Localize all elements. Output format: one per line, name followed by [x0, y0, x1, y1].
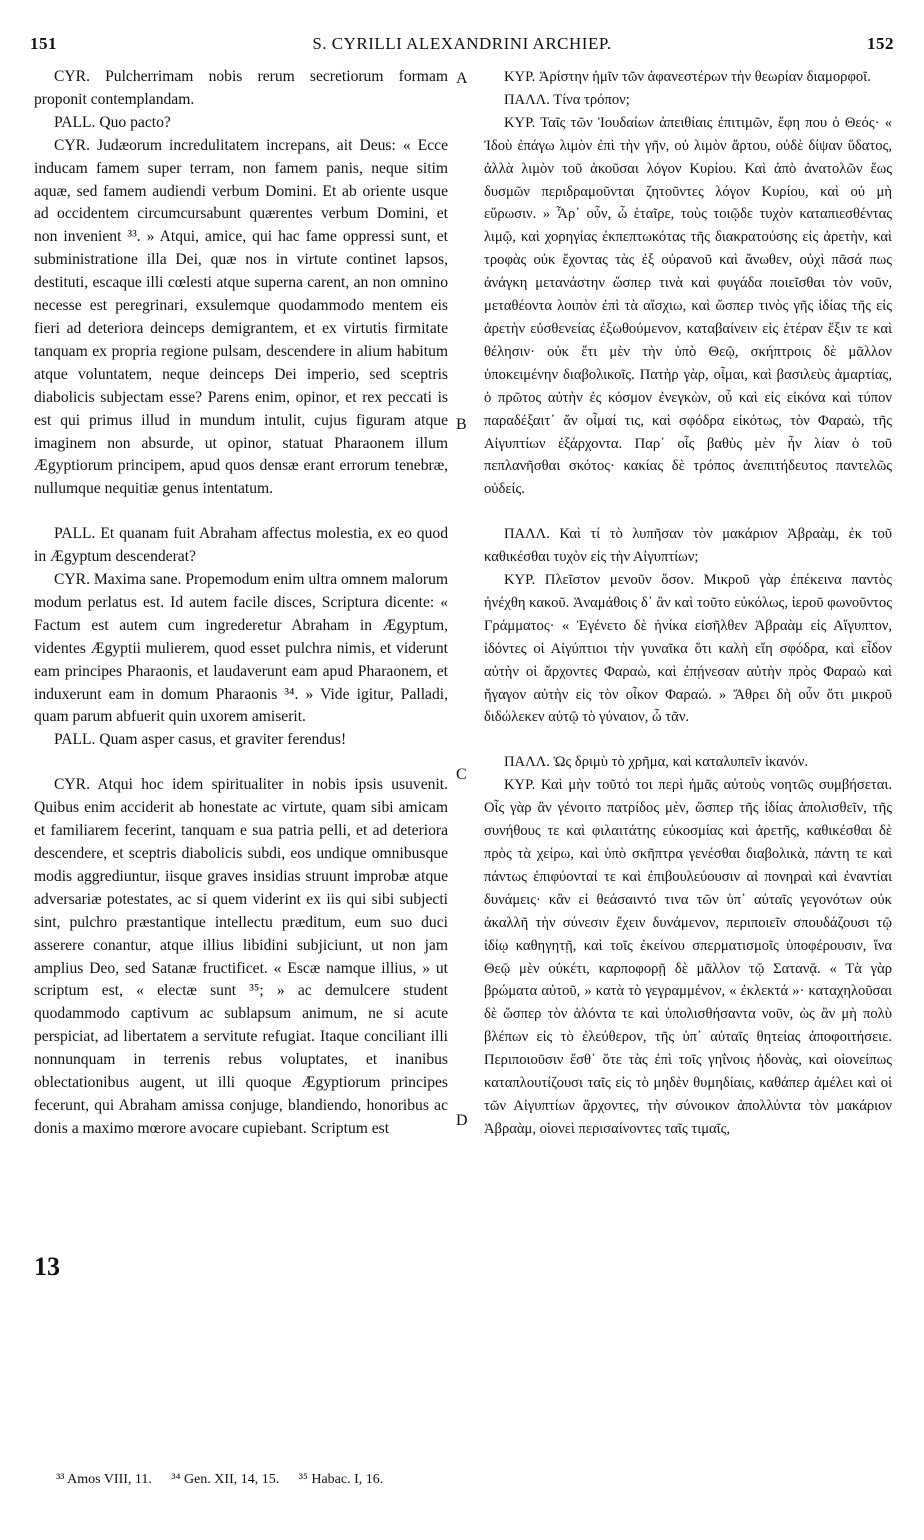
greek-column [484, 66, 892, 1141]
greek-paragraph: ΠΑΛΛ. Καὶ τί τὸ λυπῆσαν τὸν μακάριον Ἀβραὰμ, ἐκ τοῦ καθικέσθαι τυχὸν εἰς τὴν Αἰγυπτίων; [484, 526, 892, 566]
footnote: ³⁵ Habac. I, 16. [298, 1472, 384, 1487]
running-title: S. CYRILLI ALEXANDRINI ARCHIEP. [312, 34, 612, 53]
greek-paragraph: ΚΥΡ. Ταῖς τῶν Ἰουδαίων ἀπειθίαις ἐπιτιμῶν, ἔφη που ὁ Θεός· « Ἰδοὺ ἐπάγω λιμὸν ἐπὶ τὴν γῆν, οὐ λιμὸν ἄρτου, οὐδὲ δίψαν ὕδατος, ἀλλὰ λιμὸν τοῦ ἀκοῦσαι λόγον Κυρίου. Καὶ ἀπὸ ἀνατολῶν ἕως δυσμῶν περιδραμοῦνται ζητοῦντες λόγον Κυρίου, καὶ οὐ μὴ εὕρωσιν. » Ἆρ᾽ οὖν, ὦ ἑταῖρε, τοὺς τοιῷδε τυχὸν καταπιεσθέντας λιμῷ, καὶ χορηγίας ἐκπεπτωκότας τῆς διακρατούσης εἰς ἀρετὴν, καὶ τροφὰς οὐκ ἔχοντας τὰς ἐξ οὐρανοῦ καὶ ἄνωθεν, οὐχὶ πᾶσά πως ἀνάγκη μετανάστην ὥσπερ τινὰ καὶ φυγάδα ποιεῖσθαι τὸν νοῦν, μεταθέοντα λοιπὸν ἐπὶ τὰ αἴσχιω, καὶ ὥσπερ τινὸς γῆς ἰδίας τῆς εἰς ἀρετὴν εὐσθενείας ἐξωθούμενον, καταβαίνειν εἰς ἑτέραν ἕξιν τε καὶ θέλησιν· οὐκ ἔτι μὲν τὴν ὑπὸ Θεῷ, σκήπτροις δὲ μᾶλλον ὑποκειμένην διαβολικοῖς. Πατὴρ γὰρ, οἶμαι, καὶ βασιλεὺς ἁμαρτίας, ὁ πρῶτος αὐτὴν ἐς κόσμον ἐνεγκὼν, οὗ καὶ εἰς εἰκόνα καὶ τύπον παραδέξαιτ᾽ ἄν οἶμαί τις, καὶ σφόδρα εἰκότως, τὸν Φαραὼ, τῆς Αἰγυπτίων ἐξάρχοντα. Παρ᾽ οἷς βαθὺς μὲν ἦν λίαν ὁ τοῦ πεπλανῆσθαι σκότος· κακίας δὲ τρόπος ἀνεπιτήδευτος παντελῶς οὐδείς. [484, 114, 892, 498]
page-number-right: 152 [867, 34, 894, 53]
latin-paragraph: CYR. Maxima sane. Propemodum enim ultra omnem malorum modum perlatus est. Id autem facile disces, Scriptura dicente: « Factum est autem cum ingrederetur Abraham in Ægyptum, videntes Ægyptii mulierem, quod esset pulchra nimis, et viderunt eam principes Pharaonis, et laudaverunt eam apud Pharaonem, et induxerunt eam in domum Pharaonis ³⁴. » Vide igitur, Palladi, quam parum abfuerit quin uxorem amiserit. [34, 571, 448, 726]
latin-column [34, 66, 448, 1141]
footnote: ³⁴ Gen. XII, 14, 15. [171, 1472, 280, 1487]
latin-paragraph: PALL. Et quanam fuit Abraham affectus molestia, ex eo quod in Ægyptum descenderat? [34, 525, 448, 566]
latin-paragraph: CYR. Judæorum incredulitatem increpans, ait Deus: « Ecce inducam famem super terram, non famem panis, neque sitim aquæ, sed famem audiendi verbum Domini. Et ab oriente usque ad occidentem circumcursabunt quærentes verbum Domini, et non invenient ³³. » Atqui, amice, qui hac fame oppressi sunt, et subministratione illa Dei, quæ nos in virtute continet lapsos, destituti, escaque illi cœlesti atque superna carent, an non omnino necesse est peregrinari, exsulemque quodammodo mentem eis fieri ad deteriora deinceps demigrantem, et ex virtutis firmitate tanquam ex propria regione pulsam, descendere in alium habitum atque voluntatem, neque deinceps Dei imperio, sed sceptris diabolicis subjectam esse? Parens enim, opinor, et rex peccati is est qui primus illud in mundum intulit, cujus figuram atque imaginem non absurde, ut opinor, statuat Pharaonem illum Ægyptiorum principem, apud quos densæ erant errorum tenebræ, nullumque nequitiæ genus intentatum. [34, 136, 448, 498]
margin-marker-d: D [456, 1112, 468, 1129]
greek-paragraph: ΚΥΡ. Καὶ μὴν τοῦτό τοι περὶ ἡμᾶς αὐτοὺς νοητῶς συμβήσεται. Οἷς γὰρ ἂν γένοιτο πατρίδος μὲν, ὥσπερ τῆς ἰδίας ἀπολισθεῖν, τῆς συνήθους τε καὶ φιλαιτάτης εὐκοσμίας καὶ ἀρετῆς, καθικέσθαι δὲ πρὸς τὰ χείρω, καὶ ὑπὸ σκῆπτρα γενέσθαι διαβολικὰ, πάντη τε καὶ πάντως ἐπιφύονταί τε καὶ ἐπιβουλεύουσιν αἱ πονηραὶ καὶ ἐναντίαι δυνάμεις· κἂν εἰ θεάσαιντό τινα τῶν ὑπ᾽ αὐταῖς γεγονότων οὐκ ἀκαλλῆ τὴν σύνεσιν ἔχειν δυνάμενον, περιποιεῖν σπουδάζουσι τῷ ἰδίῳ καθηγητῇ, καὶ τοῖς ἐκείνου σπερματισμοῖς ὑποφέρουσιν, ἵνα Θεῷ μὲν οὐκέτι, καρποφορῇ δὲ μᾶλλον τῷ Σατανᾷ. « Τὰ γὰρ βρώματα αὐτοῦ, » κατὰ τὸ γεγραμμένον, « ἐκλεκτά »· καταχηλοῦσαι δὲ ὥσπερ τὸν ἁλόντα τε καὶ ὑπολισθήσαντα νοῦν, ὡς ἂν μὴ πολὺ βλέπων εἰς τὸ ἐλεύθερον, τῆς ὑπ᾽ αὐταῖς θητείας ἀποφοιτήσειε. Περιποιοῦσιν ἔσθ᾽ ὅτε τὰς ἐπὶ τοῖς γηΐνοις ἡδονὰς, καὶ οἱονείπως καταπλουτίζουσι ταῖς εἰς τὸ μηδὲν θυμηδίαις, καθάπερ ἀμέλει καὶ οἱ τῶν Αἰγυπτίων ἄρχοντες, τὴν σύνοικον ἀπολλύντα τὸν μακάριον Ἀβραὰμ, οἱονεὶ περισαίνοντες ταῖς τιμαῖς, [484, 777, 892, 1137]
footnotes [56, 1472, 399, 1488]
greek-paragraph: ΠΑΛΛ. Τίνα τρόπον; [504, 91, 630, 108]
latin-paragraph: CYR. Atqui hoc idem spiritualiter in nobis ipsis usuvenit. Quibus enim acciderit ab honestate ac virtute, quam sibi amicam et familiarem fecerint, tanquam e sua patria pelli, et ad deteriora descendere, et sceptris diabolicis subdi, eos undique omnibusque modis aggrediuntur, iisque graves insidias struunt improbæ atque adversariæ potestates, ac si quem viderint ex iis qui sibi subjecti sint, pulchro præstantique intellectu præditum, eum suo duci asserere conantur, atque illius libidini subjiciunt, ut non jam amplius Deo, sed Satanæ fructificet. « Escæ namque illius, » ut scriptum est, « electæ sunt ³⁵; » ac demulcere student quodammodo captivum ac sublapsum animum, ne si acute perspiciat, ad libertatem a servitute refugiat. Itaque conciliant illi nonnunquam in terrenis rebus voluptates, et inanibus oblectationibus augent, ut illi quoque Ægyptiorum principes fecerunt, qui Abraham amissa conjuge, blandiendo, honoribus ac donis a maximo mœrore avocare cupiebant. Scriptum est [34, 776, 448, 1137]
margin-marker-a: A [456, 70, 468, 87]
page-header [30, 34, 894, 62]
latin-paragraph: PALL. Quam asper casus, et graviter ferendus! [54, 731, 347, 749]
margin-marker-b: B [456, 416, 467, 433]
greek-paragraph: ΠΑΛΛ. Ὡς δριμὺ τὸ χρῆμα, καὶ καταλυπεῖν ἱκανόν. [504, 754, 809, 771]
column-number: 13 [34, 1252, 60, 1281]
latin-paragraph: CYR. Pulcherrimam nobis rerum secretiorum formam proponit contemplandam. [34, 68, 448, 108]
greek-paragraph: ΚΥΡ. Πλεῖστον μενοῦν ὅσον. Μικροῦ γὰρ ἐπέκεινα παντὸς ἠνέχθη κακοῦ. Ἀναμάθοις δ᾽ ἂν καὶ τοῦτο εὐκόλως, ἱεροῦ φωνοῦντος Γράμματος· « Ἐγένετο δὲ ἡνίκα εἰσῆλθεν Ἀβραὰμ εἰς Αἴγυπτον, ἰδόντες οἱ Αἰγύπτιοι τὴν γυναῖκα ὅτι καλὴ εἴη σφόδρα, καὶ εἶδον αὐτὴν οἱ ἄρχοντες Φαραὼ, καὶ ἐπῄνεσαν αὐτὴν πρὸς Φαραὼ καὶ ἤγαγον αὐτὴν εἰς τὸν οἶκον Φαραώ. » Ἄθρει δὴ οὖν ὅτι μικροῦ διδώλεκεν αὐτῷ τὸ γύναιον, ὦ τᾶν. [484, 572, 892, 726]
page-number-left: 151 [30, 34, 57, 53]
margin-marker-c: C [456, 766, 467, 783]
footnote: ³³ Amos VIII, 11. [56, 1472, 152, 1487]
greek-paragraph: ΚΥΡ. Ἀρίστην ἡμῖν τῶν ἀφανεστέρων τὴν θεωρίαν διαμορφοῖ. [504, 69, 871, 85]
latin-paragraph: PALL. Quo pacto? [54, 113, 171, 131]
